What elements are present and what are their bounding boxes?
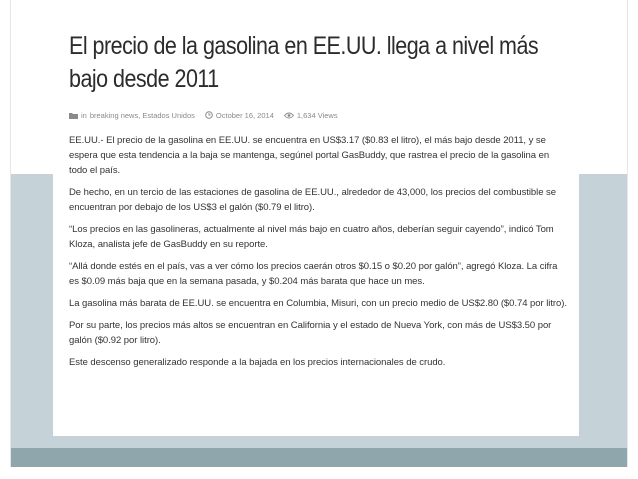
meta-categories: [69, 111, 195, 120]
meta-date: [205, 111, 274, 120]
article-paragraph: “Los precios en las gasolineras, actualmente al nivel más bajo en cuatro años, deberían seguir cayendo”, indicó Tom Kloza, analista jefe de GasBuddy en su reporte.: [69, 224, 554, 250]
meta-date-text: October 16, 2014: [215, 110, 274, 120]
folder-icon: [69, 112, 78, 119]
article-body: [69, 133, 567, 370]
article-paragraph: La gasolina más barata de EE.UU. se encuentra en Columbia, Misuri, con un precio medio de US$2.80 ($0.74 por litro).: [69, 298, 567, 309]
meta-category-prefix: in: [81, 110, 87, 120]
meta-views-text: 1,634 Views: [296, 110, 338, 120]
eye-icon: [284, 112, 294, 119]
slide-bottom-bar: [10, 448, 628, 467]
slide-frame-left: [10, 0, 11, 467]
article-paragraph: “Allá donde estés en el país, vas a ver cómo los precios caerán otros $0.15 o $0.20 por galón”, agregó Kloza. La cifra es $0.09 más baja que en la semana pasada, y $0.204 más barata que hace un mes.: [69, 261, 558, 287]
slide-frame-right: [627, 0, 628, 467]
article-paragraph: Por su parte, los precios más altos se encuentran en California y el estado de Nueva York, con más de US$3.50 por galón ($0.92 por litro).: [69, 320, 552, 346]
meta-views: [284, 111, 338, 120]
article-paragraph: De hecho, en un tercio de las estaciones de gasolina de EE.UU., alrededor de 43,000, los precios del combustible se encuentran por debajo de los US$3 el galón ($0.79 el litro).: [69, 187, 556, 213]
article-meta: [69, 109, 567, 121]
article-card: [53, 0, 579, 436]
meta-category-links[interactable]: breaking news, Estados Unidos: [89, 110, 195, 120]
article-paragraph: Este descenso generalizado responde a la bajada en los precios internacionales de crudo.: [69, 357, 446, 368]
article-paragraph: EE.UU.- El precio de la gasolina en EE.UU. se encuentra en US$3.17 ($0.83 el litro), el más bajo desde 2011, y se espera que esta tendencia a la baja se mantenga, segúnel portal GasBuddy, que rastrea el precio de la gasolina en todo el país.: [69, 135, 550, 176]
article-title: El precio de la gasolina en EE.UU. llega a nivel más bajo desde 2011: [69, 32, 539, 93]
clock-icon: [205, 111, 213, 119]
